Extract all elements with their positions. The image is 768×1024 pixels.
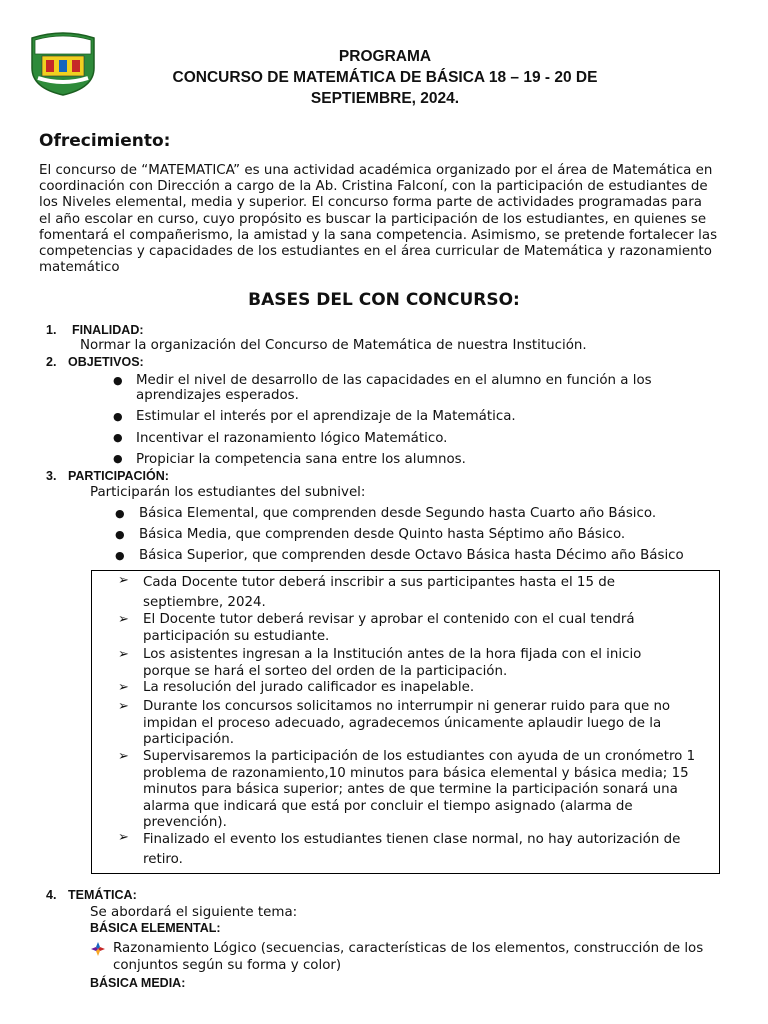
arrow-bullet-icon: ➢ <box>118 830 129 845</box>
paragraph-line: el año escolar en curso, cuyo propósito es buscar la participación de los estudiantes, en quienes se <box>39 211 707 227</box>
objetivo-item: Medir el nivel de desarrollo de las capacidades en el alumno en función a los <box>136 373 652 388</box>
bullet-dot-icon: ● <box>115 528 125 541</box>
participacion-item: Básica Elemental, que comprenden desde Segundo hasta Cuarto año Básico. <box>139 506 657 521</box>
section-finalidad-title: FINALIDAD: <box>72 323 144 337</box>
section-finalidad-number: 1. <box>46 323 57 337</box>
participacion-item: Básica Media, que comprenden desde Quinto hasta Séptimo año Básico. <box>139 527 626 542</box>
bullet-dot-icon: ● <box>115 507 125 520</box>
finalidad-text: Normar la organización del Concurso de Matemática de nuestra Institución. <box>80 338 587 353</box>
rule-line: Durante los concursos solicitamos no interrumpir ni generar ruido para que no <box>143 699 671 714</box>
participacion-intro: Participarán los estudiantes del subnivel: <box>90 485 366 500</box>
paragraph-line: competencias y capacidades de los estudiantes en el área curricular de Matemática y razonamiento <box>39 244 712 260</box>
title-line-2: CONCURSO DE MATEMÁTICA DE BÁSICA 18 – 19 - 20 DE <box>172 69 598 86</box>
rule-line: La resolución del jurado calificador es inapelable. <box>143 680 475 695</box>
bullet-dot-icon: ● <box>115 549 125 562</box>
section-tematica-title: TEMÁTICA: <box>68 888 137 902</box>
arrow-bullet-icon: ➢ <box>118 699 129 714</box>
rule-line: septiembre, 2024. <box>143 595 266 610</box>
title-line-1: PROGRAMA <box>338 48 432 65</box>
section-tematica-number: 4. <box>46 888 57 902</box>
rule-line: impidan el proceso adecuado, agradecemos únicamente aplaudir luego de la <box>143 715 662 731</box>
arrow-bullet-icon: ➢ <box>118 749 129 764</box>
objetivo-item: Incentivar el razonamiento lógico Matemático. <box>136 431 448 446</box>
rule-line: minutos para básica superior; antes de que termine la participación sonará una <box>143 782 678 797</box>
tematica-item: Razonamiento Lógico (secuencias, características de los elementos, construcción de los <box>113 941 704 956</box>
ofrecimiento-heading: Ofrecimiento: <box>39 131 171 151</box>
rule-line: retiro. <box>143 852 183 867</box>
tematica-sub-elemental: BÁSICA ELEMENTAL: <box>90 921 221 935</box>
tematica-sub-media: BÁSICA MEDIA: <box>90 976 186 990</box>
rule-line: participación. <box>143 732 234 747</box>
paragraph-line: los Niveles elemental, media y superior. El concurso forma parte de actividades programadas para <box>39 195 702 211</box>
rule-line: Finalizado el evento los estudiantes tienen clase normal, no hay autorización de <box>143 832 681 847</box>
rule-line: Cada Docente tutor deberá inscribir a sus participantes hasta el 15 de <box>143 575 615 590</box>
tematica-intro: Se abordará el siguiente tema: <box>90 905 298 920</box>
paragraph-line: fomentará el compañerismo, la amistad y la sana competencia. Asimismo, se pretende fortalecer las <box>39 227 718 243</box>
section-participacion-title: PARTICIPACIÓN: <box>68 469 169 483</box>
paragraph-line: El concurso de “MATEMATICA” es una actividad académica organizado por el área de Matemática en <box>39 163 713 178</box>
section-objetivos-number: 2. <box>46 355 57 369</box>
section-objetivos-title: OBJETIVOS: <box>68 355 144 369</box>
rule-line: Supervisaremos la participación de los estudiantes con ayuda de un cronómetro 1 <box>143 749 696 764</box>
bullet-dot-icon: ● <box>113 410 123 423</box>
ofrecimiento-paragraph <box>39 163 738 276</box>
rule-line: alarma que indicará que está por concluir el tiempo asignado (alarma de <box>143 798 633 814</box>
arrow-bullet-icon: ➢ <box>118 573 129 588</box>
bases-heading: BASES DEL CON CONCURSO: <box>248 290 520 310</box>
bullet-dot-icon: ● <box>113 431 123 444</box>
tematica-item-cont: conjuntos según su forma y color) <box>113 958 342 973</box>
rule-line: prevención). <box>143 815 227 830</box>
four-color-bullet-icon <box>91 942 105 956</box>
arrow-bullet-icon: ➢ <box>118 612 129 627</box>
rules-box <box>91 570 720 874</box>
bullet-dot-icon: ● <box>113 452 123 465</box>
section-participacion-number: 3. <box>46 469 57 483</box>
paragraph-line: coordinación con Dirección a cargo de la Ab. Cristina Falconí, con la participación de estudiantes de <box>39 179 708 195</box>
arrow-bullet-icon: ➢ <box>118 647 129 662</box>
objetivo-item: Estimular el interés por el aprendizaje de la Matemática. <box>136 409 516 424</box>
paragraph-line: matemático <box>39 260 120 276</box>
participacion-item: Básica Superior, que comprenden desde Octavo Básica hasta Décimo año Básico <box>139 548 684 563</box>
rule-line: porque se hará el sorteo del orden de la participación. <box>143 663 508 679</box>
bullet-dot-icon: ● <box>113 374 123 387</box>
rule-line: participación su estudiante. <box>143 628 330 644</box>
title-line-3: SEPTIEMBRE, 2024. <box>310 90 460 107</box>
arrow-bullet-icon: ➢ <box>118 680 129 695</box>
rule-line: Los asistentes ingresan a la Institución antes de la hora fijada con el inicio <box>143 647 642 662</box>
objetivo-item-cont: aprendizajes esperados. <box>136 388 299 403</box>
objetivo-item: Propiciar la competencia sana entre los alumnos. <box>136 452 466 467</box>
school-logo <box>28 30 98 96</box>
rule-line: problema de razonamiento,10 minutos para básica elemental y básica media; 15 <box>143 765 689 781</box>
rule-line: El Docente tutor deberá revisar y aprobar el contenido con el cual tendrá <box>143 612 635 627</box>
